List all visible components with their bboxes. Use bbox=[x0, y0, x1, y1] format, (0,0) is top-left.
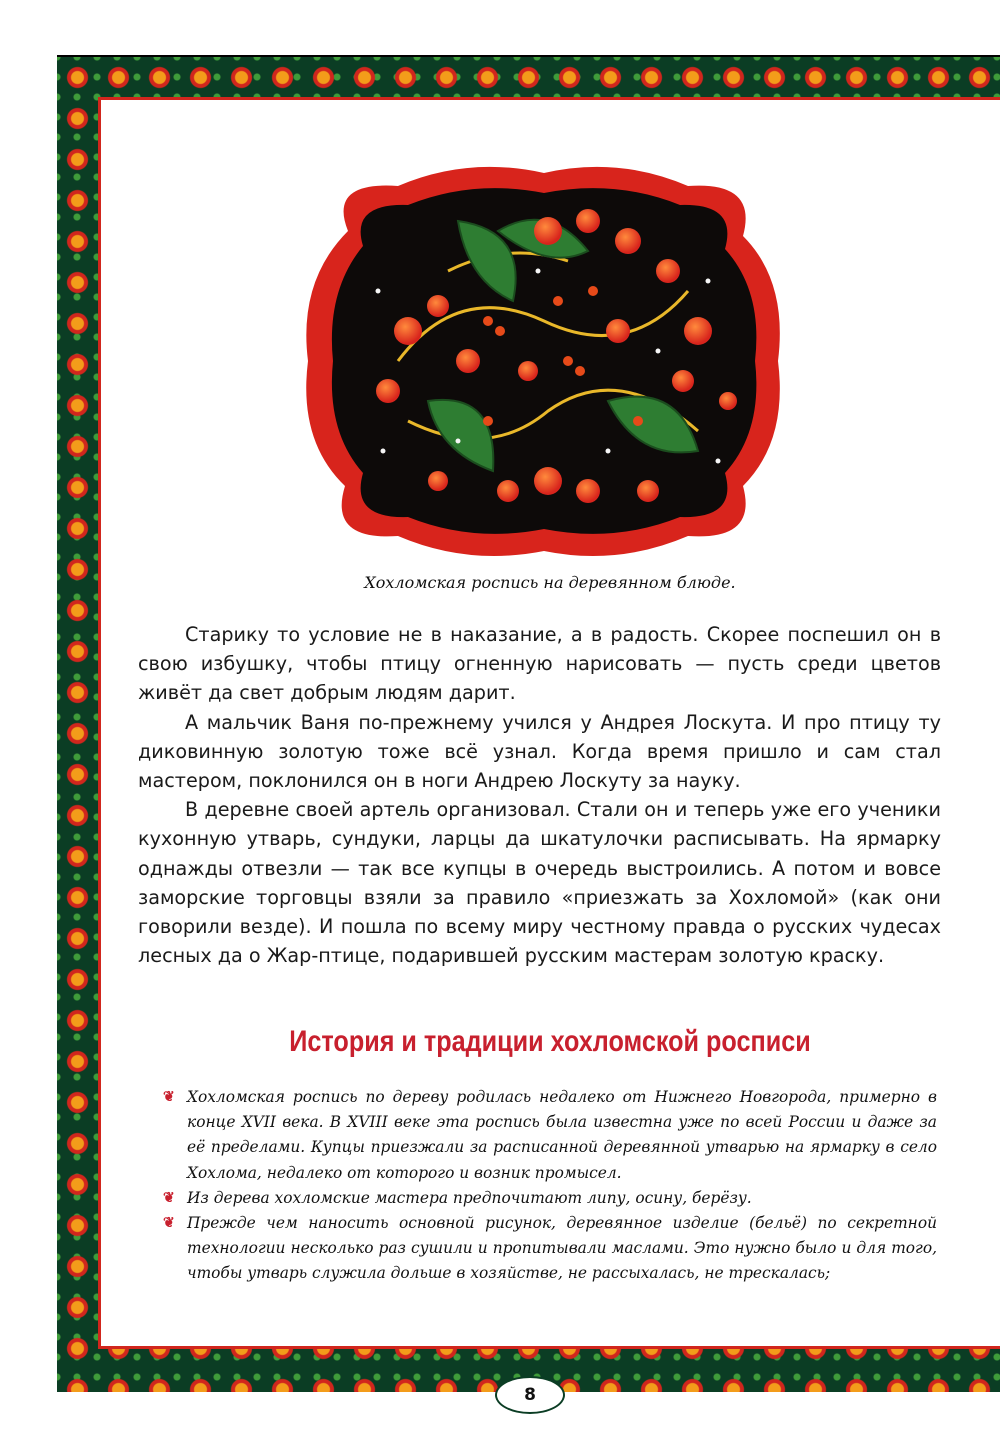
figure-caption: Хохломская роспись на деревянном блюде. bbox=[364, 573, 736, 592]
list-item-text: Прежде чем наносить основной рисунок, деревянное изделие (бельё) по секретной технологии несколько раз сушили и пропитывали маслами. Это нужно было и для того, чтобы утварь служила дольше в хозяйстве, не рассыхалась, не трескалась; bbox=[187, 1214, 937, 1283]
story-text bbox=[138, 620, 941, 970]
ornament-bullet-icon: ❦ bbox=[163, 1089, 173, 1105]
story-paragraph: В деревне своей артель организовал. Стали он и теперь уже его ученики кухонную утварь, сундуки, ларцы да шкатулочки расписывать. На ярмарку однажды отвезли — так все купцы в очередь выстроились. А потом и вовсе заморские торговцы взяли за правило «приезжать за Хохломой» (как они говорили везде). И пошла по всему миру честному правда о русских чудесах лесных да о Жар-птице, подарившей русским мастерам золотую краску. bbox=[138, 798, 941, 968]
ornament-bullet-icon: ❦ bbox=[163, 1215, 173, 1232]
section-heading: История и традиции хохломской росписи bbox=[289, 1025, 811, 1058]
history-list bbox=[163, 1085, 937, 1287]
list-item bbox=[163, 1085, 937, 1186]
story-paragraph: Старику то условие не в наказание, а в радость. Скорее поспешил он в свою избушку, чтобы птицу огненную нарисовать — пусть среди цветов живёт да свет добрым людям дарит. bbox=[138, 623, 941, 705]
ornament-bullet-icon: ❦ bbox=[163, 1189, 173, 1206]
story-paragraph: А мальчик Ваня по-прежнему учился у Андрея Лоскута. И про птицу ту диковинную золотую тоже всё узнал. Когда время пришло и сам стал мастером, поклонился он в ноги Андрею Лоскуту за науку. bbox=[138, 710, 941, 793]
khokhloma-dish-illustration bbox=[288, 161, 800, 561]
list-item-text: Хохломская роспись по дереву родилась недалеко от Нижнего Новгорода, примерно в конце XVII века. В XVIII веке эта роспись была известна уже по всей России и даже за её пределами. Купцы приезжали за расписанной деревянной утварью на ярмарку в село Хохлома, недалеко от которого и возник промысел. bbox=[187, 1088, 937, 1182]
page-number: 8 bbox=[495, 1376, 565, 1414]
list-item bbox=[163, 1186, 937, 1211]
list-item bbox=[163, 1211, 937, 1287]
list-item-text: Из дерева хохломские мастера предпочитают липу, осину, берёзу. bbox=[187, 1188, 752, 1207]
